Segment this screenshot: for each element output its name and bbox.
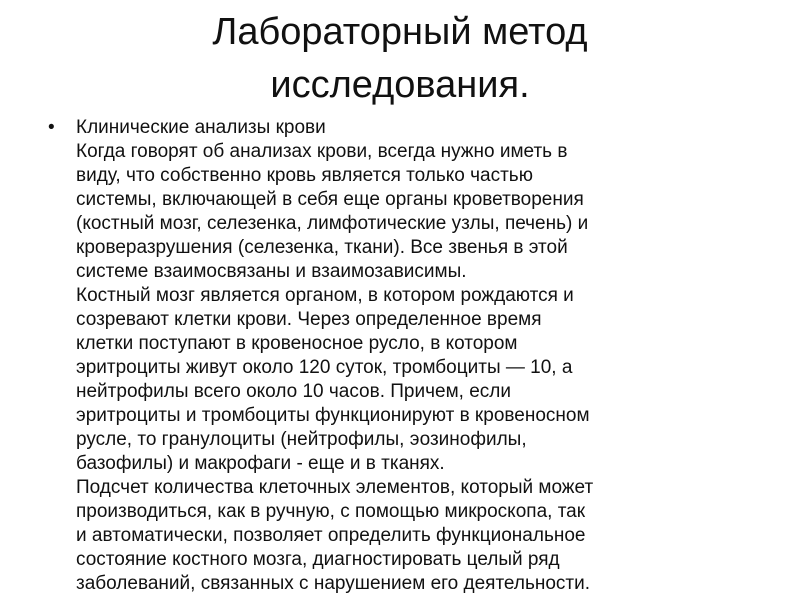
body-line: системы, включающей в себя еще органы кроветворения [76,189,584,210]
body-line: (костный мозг, селезенка, лимфотические узлы, печень) и [76,213,589,234]
body-line: Костный мозг является органом, в котором рождаются и [76,285,574,306]
body-text [76,116,760,596]
body-line: кроверазрушения (селезенка, ткани). Все звенья в этой [76,237,568,258]
slide-content [48,116,760,596]
slide-title [100,6,700,112]
bullet-item [48,116,760,596]
body-line: Когда говорят об анализах крови, всегда нужно иметь в [76,141,568,162]
body-line: заболеваний, связанных с нарушением его деятельности. [76,573,591,594]
title-line-2: исследования. [270,64,530,106]
body-line: состояние костного мозга, диагностировать целый ряд [76,549,560,570]
body-line: и автоматически, позволяет определить функциональное [76,525,586,546]
body-line: базофилы) и макрофаги - еще и в тканях. [76,453,445,474]
bullet-icon: • [48,117,55,138]
body-line: эритроциты живут около 120 суток, тромбоциты — 10, а [76,357,573,378]
body-line: Подсчет количества клеточных элементов, который может [76,477,594,498]
body-line: системе взаимосвязаны и взаимозависимы. [76,261,467,282]
body-line: созревают клетки крови. Через определенное время [76,309,542,330]
body-line: клетки поступают в кровеносное русло, в котором [76,333,518,354]
body-line: Клинические анализы крови [76,117,326,138]
body-line: русле, то гранулоциты (нейтрофилы, эозинофилы, [76,429,527,450]
body-line: нейтрофилы всего около 10 часов. Причем, если [76,381,511,402]
title-line-1: Лабораторный метод [212,11,588,53]
body-line: производиться, как в ручную, с помощью микроскопа, так [76,501,586,522]
body-line: эритроциты и тромбоциты функционируют в кровеносном [76,405,590,426]
body-line: виду, что собственно кровь является только частью [76,165,533,186]
